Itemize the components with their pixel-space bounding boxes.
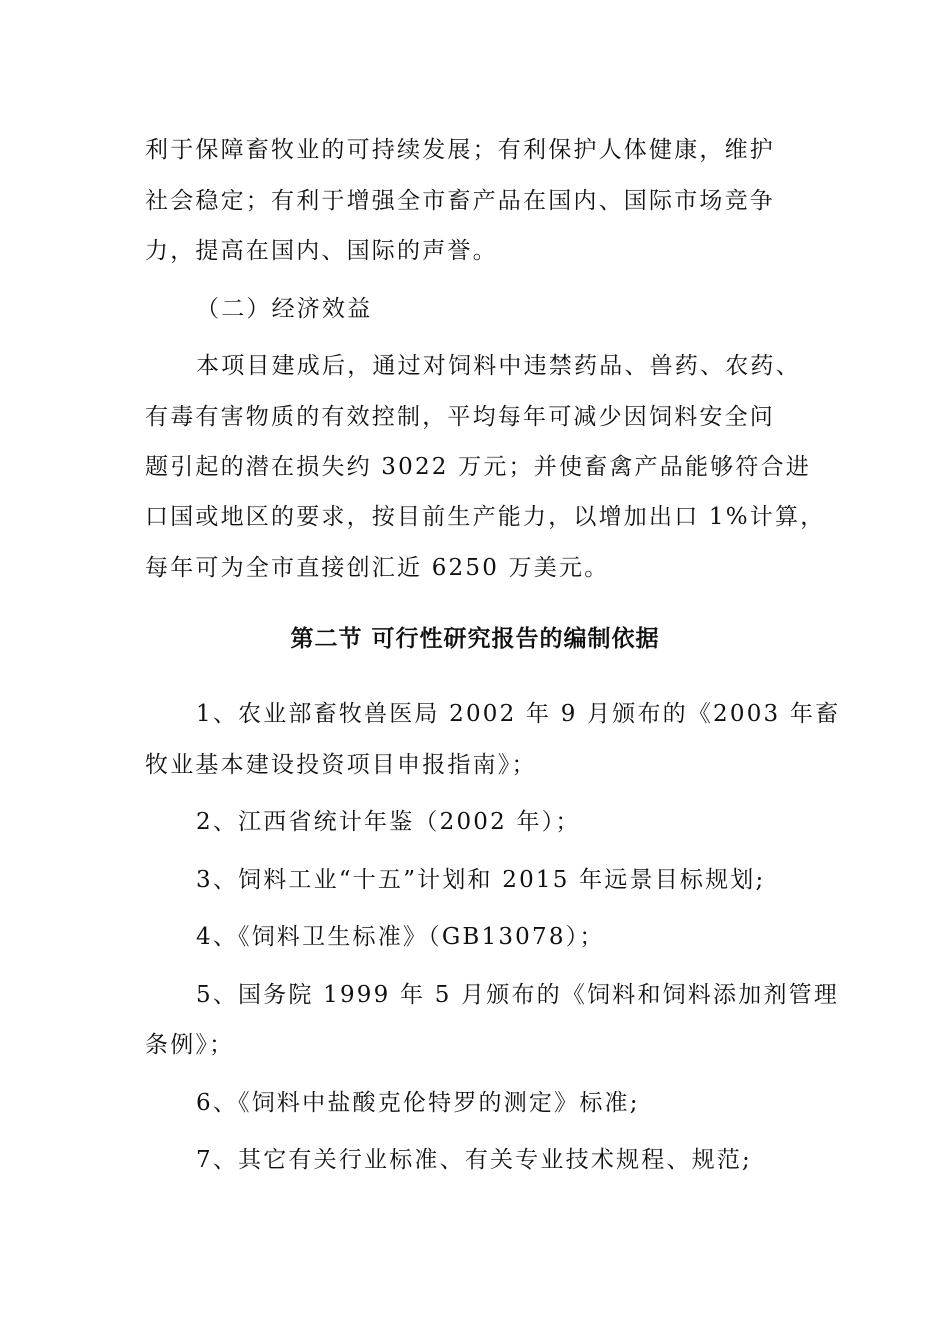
list-item: 6、《饲料中盐酸克伦特罗的测定》标准;: [196, 1090, 640, 1116]
subheading-economic-benefit: （二）经济效益: [196, 296, 373, 322]
paragraph-line: 每年可为全市直接创汇近 6250 万美元。: [145, 555, 610, 581]
paragraph-line: 题引起的潜在损失约 3022 万元；并使畜禽产品能够符合进: [145, 454, 811, 480]
list-item-continuation: 牧业基本建设投资项目申报指南》；: [145, 752, 537, 778]
list-item: 1、农业部畜牧兽医局 2002 年 9 月颁布的《2003 年畜: [196, 701, 841, 727]
paragraph-line: 社会稳定；有利于增强全市畜产品在国内、国际市场竞争: [145, 188, 775, 214]
list-item: 7、其它有关行业标准、有关专业技术规程、规范;: [196, 1147, 752, 1173]
list-item: 4、《饲料卫生标准》（GB13078）；: [196, 924, 605, 950]
list-item: 2、江西省统计年鉴（2002 年）；: [196, 809, 581, 835]
section-title: 第二节 可行性研究报告的编制依据: [290, 625, 660, 652]
list-item-continuation: 条例》；: [145, 1032, 235, 1058]
list-item: 3、饲料工业“十五”计划和 2015 年远景目标规划;: [196, 867, 766, 893]
paragraph-line: 有毒有害物质的有效控制，平均每年可减少因饲料安全问: [145, 404, 775, 430]
paragraph-line: 力，提高在国内、国际的声誉。: [145, 238, 498, 264]
paragraph-line: 利于保障畜牧业的可持续发展；有利保护人体健康，维护: [145, 137, 775, 163]
paragraph-line: 口国或地区的要求，按目前生产能力，以增加出口 1%计算，: [145, 504, 826, 530]
list-item: 5、国务院 1999 年 5 月颁布的《饲料和饲料添加剂管理: [196, 982, 840, 1008]
paragraph-line: 本项目建成后，通过对饲料中违禁药品、兽药、农药、: [196, 353, 801, 379]
